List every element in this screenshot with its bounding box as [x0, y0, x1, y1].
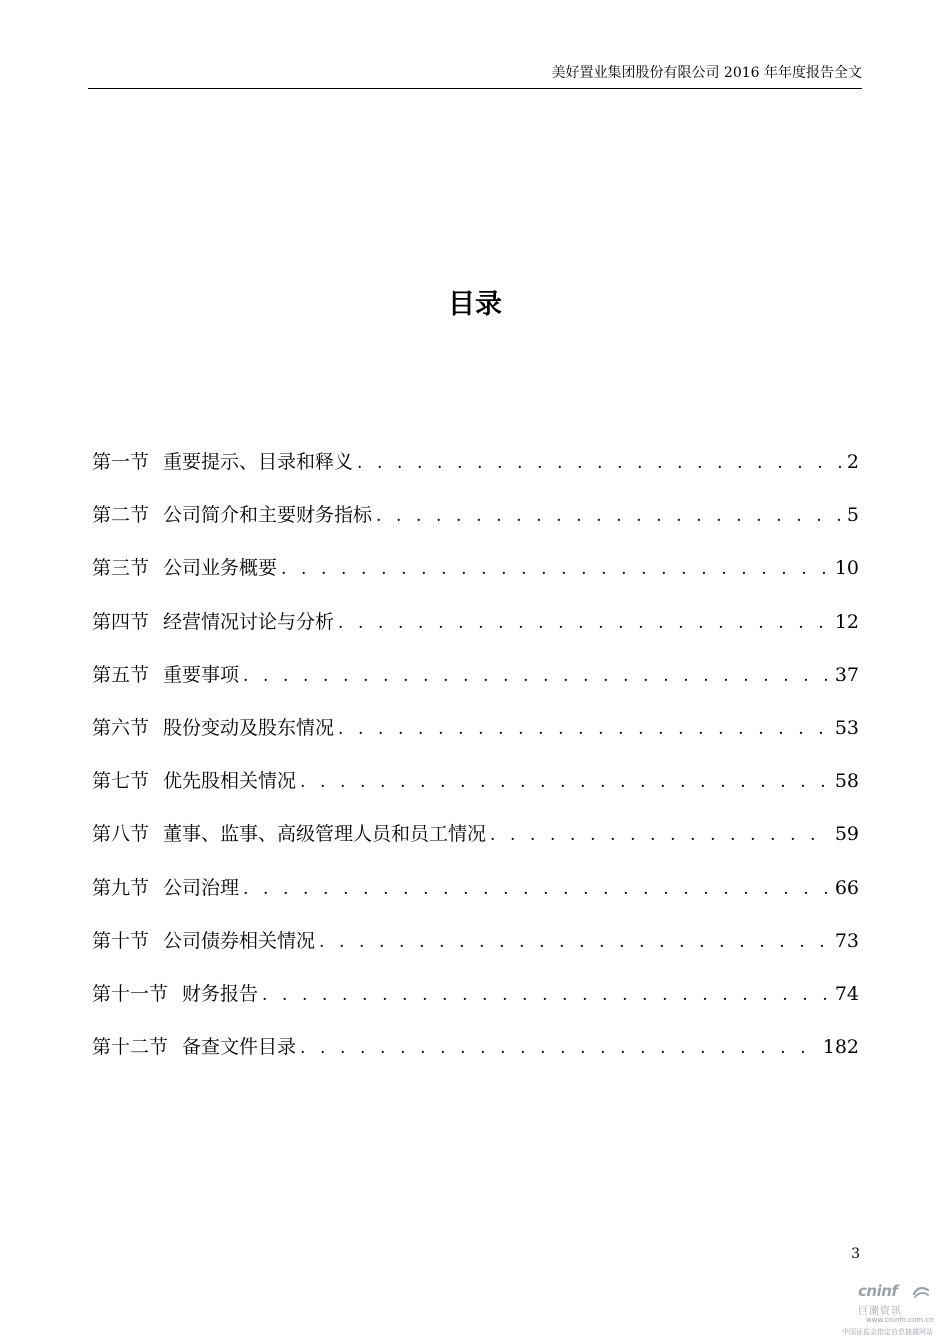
toc-leader-dots — [262, 981, 831, 1009]
toc-page-number: 37 — [834, 663, 859, 686]
toc-page-number: 2 — [846, 451, 859, 473]
toc-section-number: 第五节 — [92, 663, 150, 686]
toc-entry-5[interactable] — [92, 661, 859, 714]
toc-page-number: 73 — [834, 929, 859, 952]
watermark-brand: cninf — [858, 1282, 898, 1300]
toc-leader-dots — [243, 662, 831, 690]
watermark-url: www.cninfo.com.cn — [866, 1316, 934, 1324]
page-title: 目录 — [448, 289, 502, 320]
toc-entry-12[interactable] — [92, 1033, 859, 1086]
toc-entry-3[interactable] — [92, 554, 859, 607]
toc-page-number: 12 — [834, 610, 859, 633]
toc-heading: 公司简介和主要财务指标 — [163, 504, 373, 527]
toc-entry-11[interactable] — [92, 980, 859, 1033]
toc-heading: 重要提示、目录和释义 — [163, 451, 354, 473]
toc-entry-6[interactable] — [92, 714, 859, 767]
toc-leader-dots — [281, 555, 831, 583]
toc-section-number: 第六节 — [92, 716, 150, 739]
toc-entry-8[interactable] — [92, 820, 859, 873]
toc-heading: 经营情况讨论与分析 — [163, 610, 335, 633]
toc-heading: 优先股相关情况 — [163, 770, 297, 793]
toc-page-number: 182 — [822, 1036, 859, 1059]
toc-entry-10[interactable] — [92, 927, 859, 980]
toc-page-number: 59 — [834, 823, 859, 846]
toc-section-number: 第二节 — [92, 504, 150, 527]
table-of-contents — [92, 448, 859, 1086]
toc-page-number: 66 — [834, 876, 859, 899]
toc-leader-dots — [490, 821, 831, 849]
toc-entry-1[interactable] — [92, 448, 859, 501]
toc-section-number: 第十一节 — [92, 982, 169, 1005]
page-number: 3 — [851, 1246, 860, 1262]
running-header: 美好置业集团股份有限公司 2016 年年度报告全文 — [551, 65, 862, 81]
toc-section-number: 第十节 — [92, 929, 150, 952]
toc-section-number: 第一节 — [92, 451, 150, 473]
toc-entry-2[interactable] — [92, 501, 859, 554]
toc-leader-dots — [357, 449, 843, 477]
toc-section-number: 第四节 — [92, 610, 150, 633]
toc-heading: 备查文件目录 — [182, 1036, 297, 1059]
toc-heading: 公司债券相关情况 — [163, 929, 316, 952]
toc-heading: 重要事项 — [163, 663, 240, 686]
toc-page-number: 58 — [834, 770, 859, 793]
toc-entry-9[interactable] — [92, 874, 859, 927]
toc-leader-dots — [300, 1034, 819, 1062]
toc-section-number: 第九节 — [92, 876, 150, 899]
toc-page-number: 5 — [846, 504, 859, 527]
toc-section-number: 第七节 — [92, 770, 150, 793]
toc-leader-dots — [319, 928, 831, 956]
toc-page-number: 10 — [834, 557, 859, 580]
toc-heading: 股份变动及股东情况 — [163, 716, 335, 739]
toc-leader-dots — [243, 875, 831, 903]
cninfo-swirl-icon — [912, 1284, 930, 1303]
toc-section-number: 第八节 — [92, 823, 150, 846]
toc-leader-dots — [338, 609, 831, 637]
toc-leader-dots — [300, 768, 831, 796]
toc-heading: 公司业务概要 — [163, 557, 278, 580]
toc-entry-7[interactable] — [92, 767, 859, 820]
toc-leader-dots — [376, 502, 843, 530]
header-divider — [88, 88, 862, 89]
toc-heading: 董事、监事、高级管理人员和员工情况 — [163, 823, 487, 846]
toc-heading: 财务报告 — [182, 982, 259, 1005]
toc-leader-dots — [338, 715, 831, 743]
toc-page-number: 53 — [834, 716, 859, 739]
toc-page-number: 74 — [834, 982, 859, 1005]
watermark-tagline: 中国证监会指定信息披露网站 — [842, 1328, 933, 1336]
toc-heading: 公司治理 — [163, 876, 240, 899]
toc-section-number: 第十二节 — [92, 1036, 169, 1059]
toc-entry-4[interactable] — [92, 608, 859, 661]
toc-section-number: 第三节 — [92, 557, 150, 580]
watermark-name: 巨潮资讯 — [858, 1306, 902, 1317]
cninfo-watermark — [840, 1282, 940, 1338]
